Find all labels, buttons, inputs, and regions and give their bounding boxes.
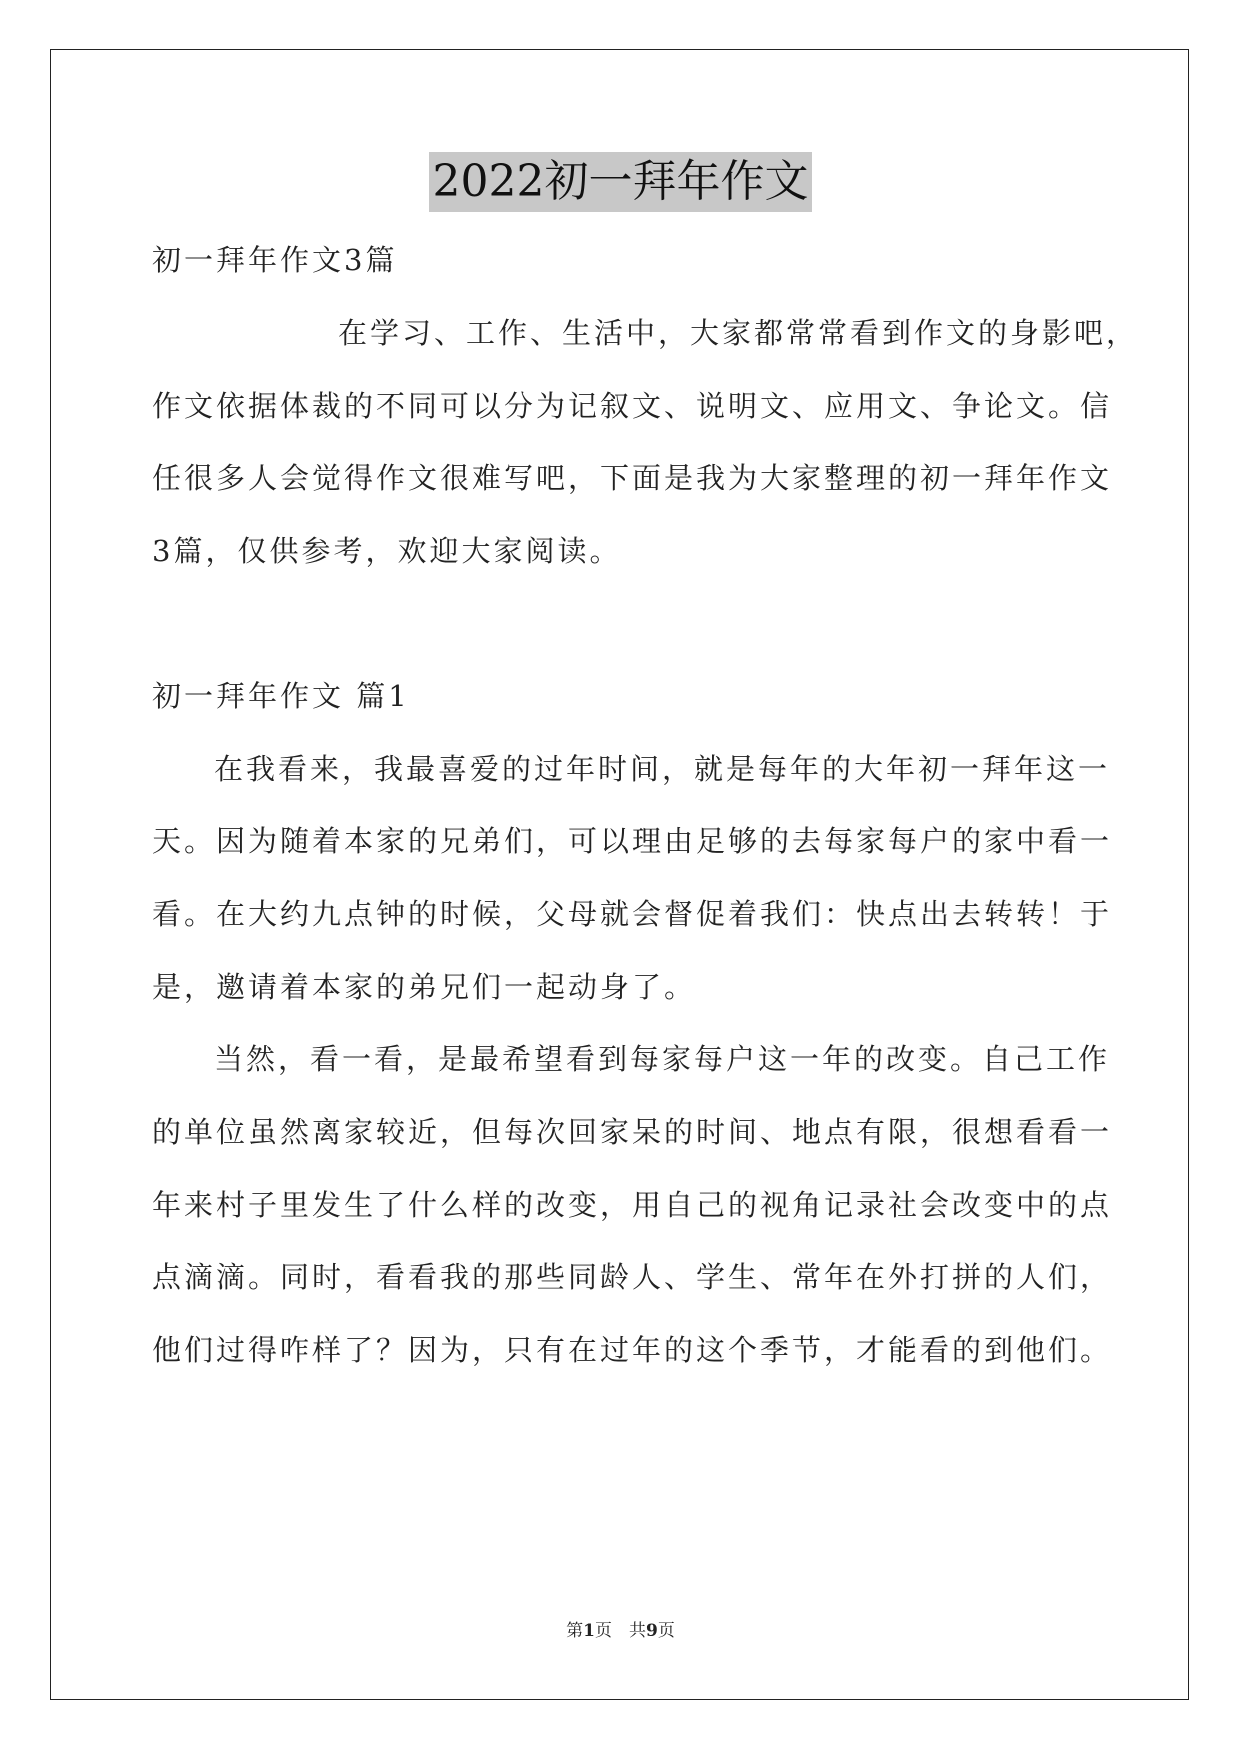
paragraph-line: 看。在大约九点钟的时候，父母就会督促着我们：快点出去转转！于	[152, 897, 1113, 931]
document-title: 2022初一拜年作文	[429, 152, 813, 212]
title-container	[0, 152, 1241, 212]
paragraph-line: 点滴滴。同时，看看我的那些同龄人、学生、常年在外打拼的人们，	[152, 1260, 1113, 1294]
paragraph-line: 年来村子里发生了什么样的改变，用自己的视角记录社会改变中的点	[152, 1188, 1113, 1222]
footer-prefix: 第	[566, 1621, 584, 1641]
section-heading: 初一拜年作文3篇	[152, 243, 398, 277]
footer-suffix: 页	[657, 1621, 675, 1641]
paragraph-line: 是，邀请着本家的弟兄们一起动身了。	[152, 970, 697, 1004]
essay-heading: 初一拜年作文 篇1	[152, 679, 410, 713]
intro-line-1: 在学习、工作、生活中，大家都常常看到作文的身影吧，	[338, 316, 1139, 350]
paragraph-line: 天。因为随着本家的兄弟们，可以理由足够的去每家每户的家中看一	[152, 824, 1113, 858]
intro-line-2: 作文依据体裁的不同可以分为记叙文、说明文、应用文、争论文。信	[152, 389, 1113, 423]
page-border	[50, 49, 1189, 1700]
intro-line-3: 任很多人会觉得作文很难写吧，下面是我为大家整理的初一拜年作文	[152, 461, 1113, 495]
footer-mid: 页 共	[595, 1621, 646, 1641]
intro-line-4: 3篇，仅供参考，欢迎大家阅读。	[152, 534, 622, 568]
page-footer	[0, 1619, 1241, 1643]
paragraph-line: 当然，看一看，是最希望看到每家每户这一年的改变。自己工作	[214, 1042, 1111, 1076]
footer-total-pages: 9	[646, 1621, 658, 1641]
paragraph-line: 的单位虽然离家较近，但每次回家呆的时间、地点有限，很想看看一	[152, 1115, 1113, 1149]
footer-current-page: 1	[583, 1621, 595, 1641]
paragraph-line: 在我看来，我最喜爱的过年时间，就是每年的大年初一拜年这一	[214, 752, 1111, 786]
paragraph-line: 他们过得咋样了？因为，只有在过年的这个季节，才能看的到他们。	[152, 1333, 1113, 1367]
